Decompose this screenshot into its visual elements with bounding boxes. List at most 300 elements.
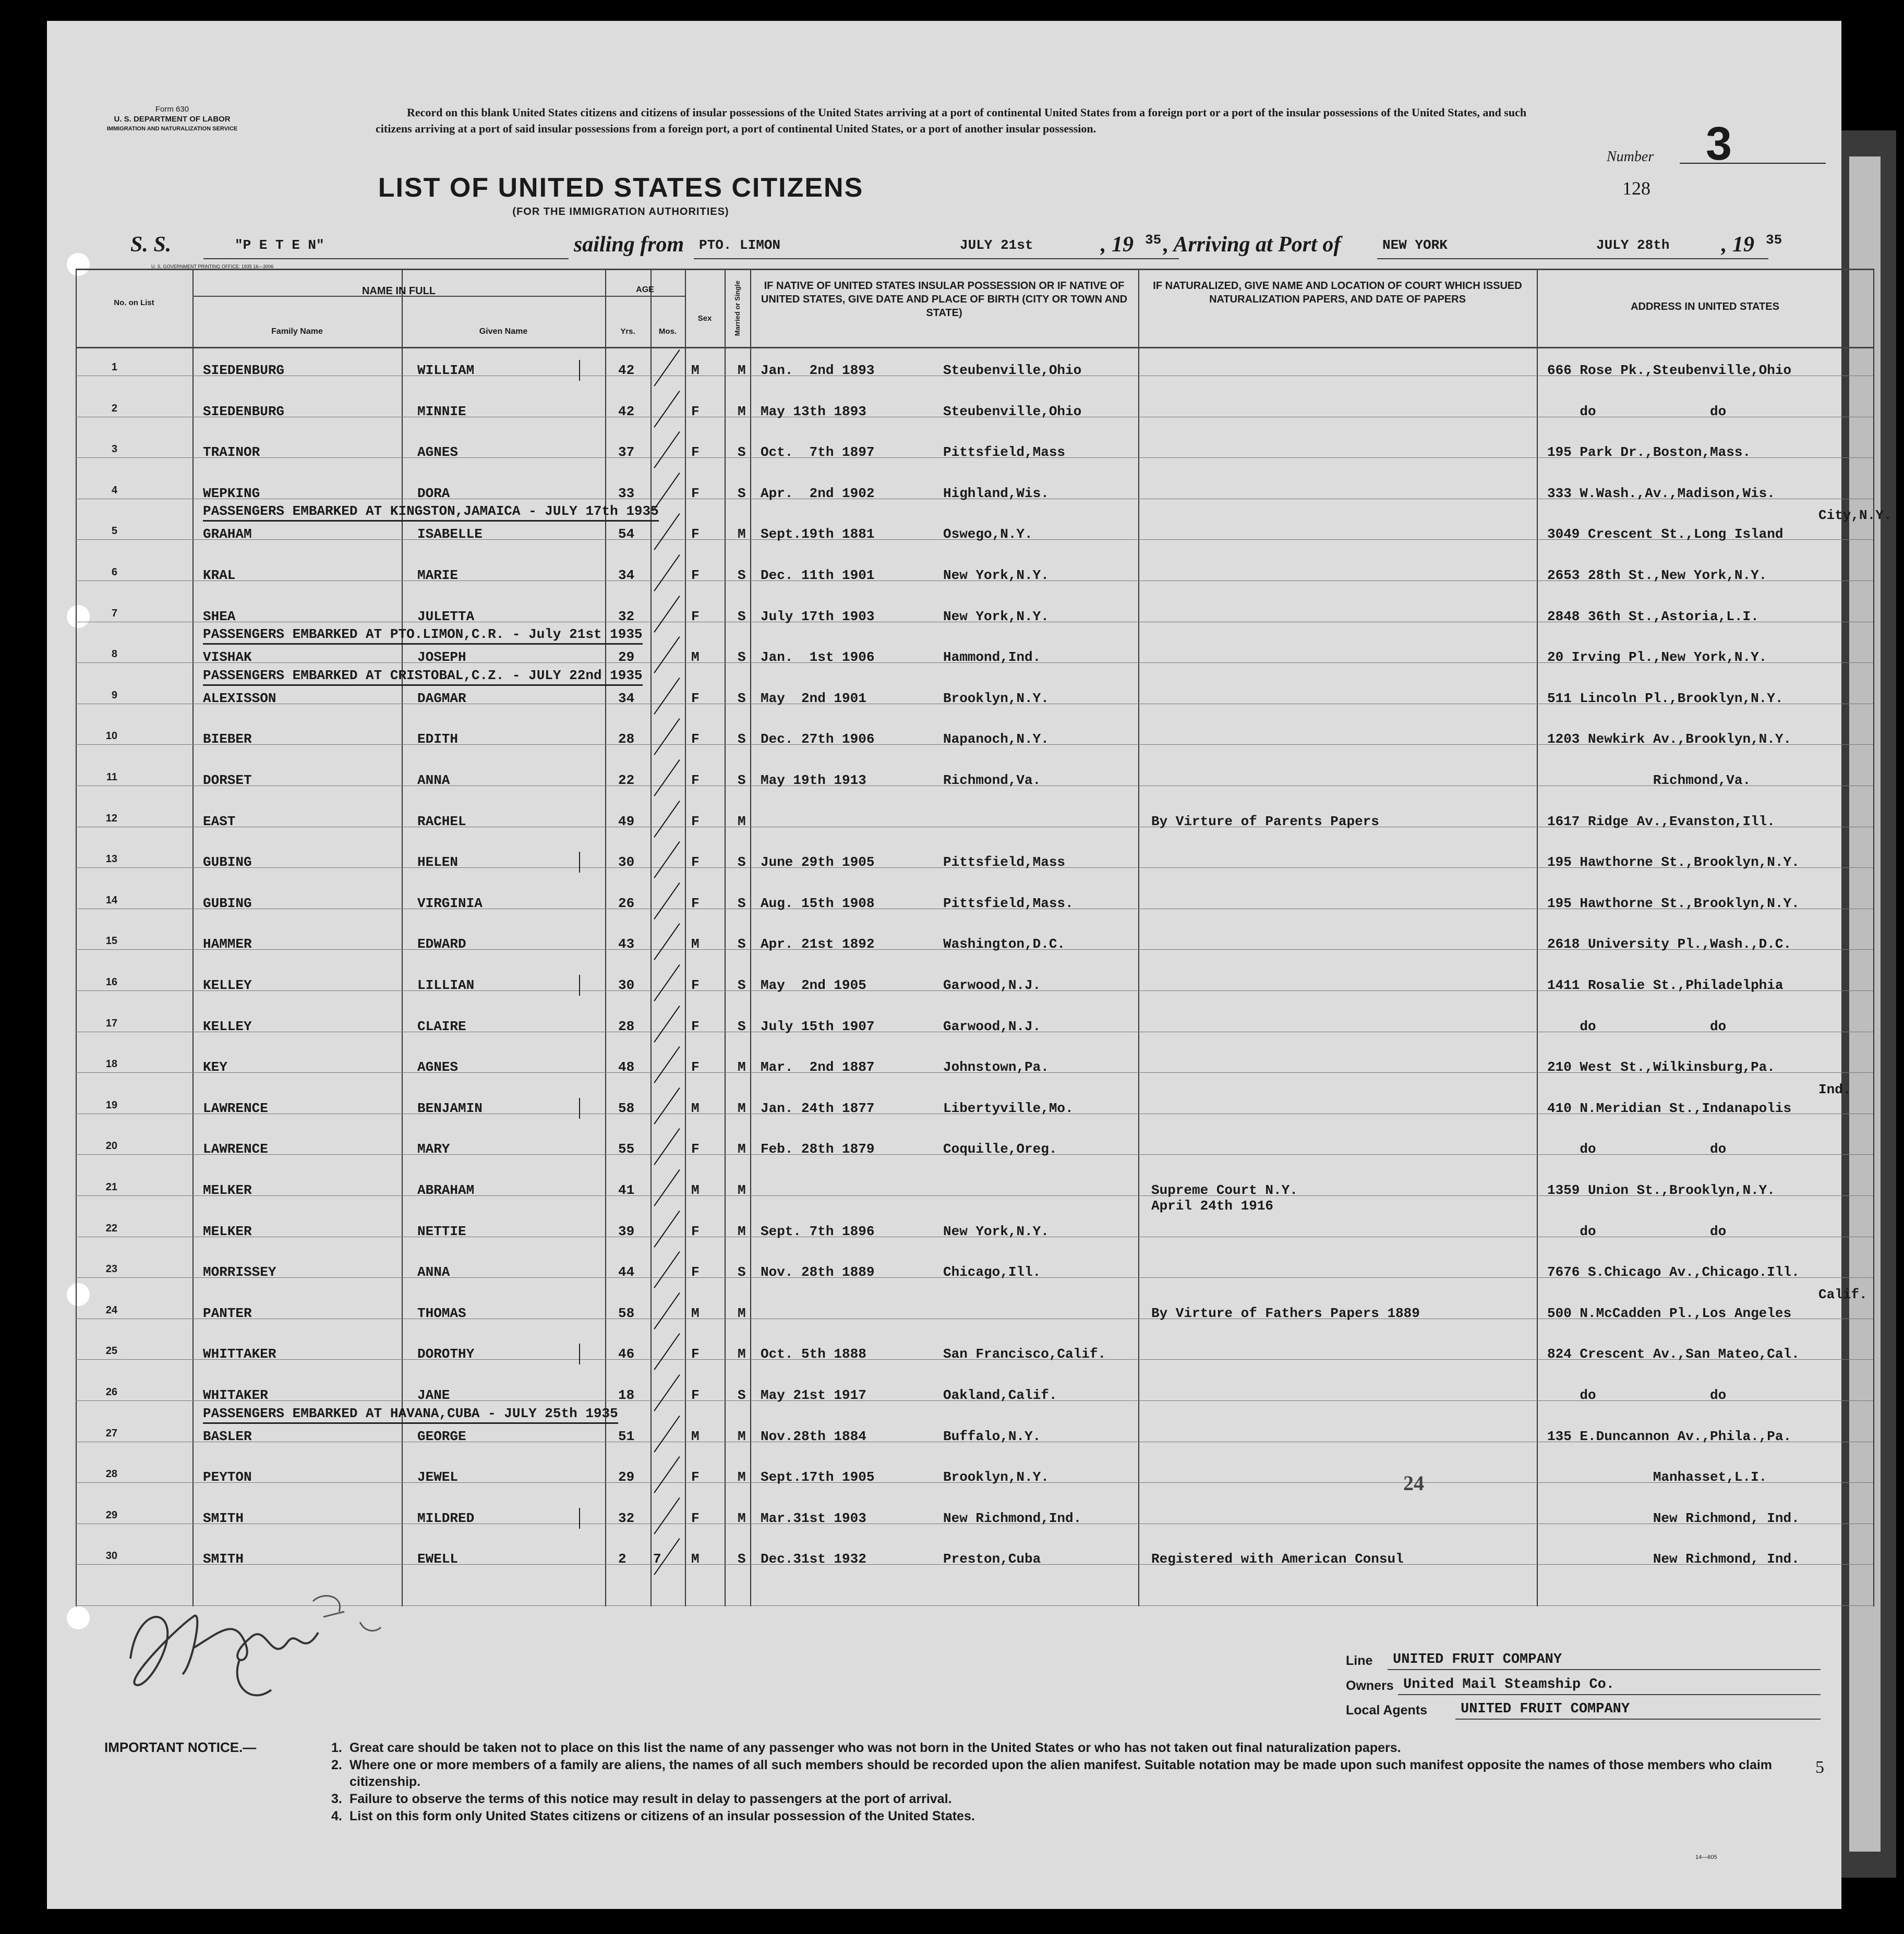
address: 500 N.McCadden Pl.,Los Angeles bbox=[1547, 1305, 1792, 1321]
row-number: 15 bbox=[105, 935, 117, 947]
to-date: JULY 28th bbox=[1596, 237, 1670, 253]
sex: M bbox=[691, 936, 700, 952]
family-name: GUBING bbox=[203, 854, 252, 871]
marital-status: M bbox=[738, 1182, 746, 1198]
address: New Richmond, Ind. bbox=[1547, 1510, 1800, 1526]
marital-status: S bbox=[738, 444, 746, 461]
column-divider bbox=[1873, 269, 1874, 1606]
address: Manhasset,L.I. bbox=[1547, 1469, 1767, 1485]
birth-date: July 15th 1907 bbox=[761, 1018, 875, 1034]
check-mark bbox=[654, 554, 680, 591]
given-name: JEWEL bbox=[417, 1469, 459, 1485]
row-number: 25 bbox=[105, 1345, 117, 1357]
birth-place: Steubenville,Ohio bbox=[943, 362, 1082, 378]
family-name: KELLEY bbox=[203, 977, 252, 993]
birth-place: Washington,D.C. bbox=[943, 936, 1066, 952]
tick-mark bbox=[579, 1508, 580, 1529]
age-years: 29 bbox=[618, 649, 635, 666]
birth-date: Oct. 7th 1897 bbox=[761, 444, 875, 461]
to-port: NEW YORK bbox=[1382, 237, 1448, 253]
family-name: WHITAKER bbox=[203, 1387, 268, 1403]
family-name: SIEDENBURG bbox=[203, 362, 285, 378]
given-name: AGNES bbox=[417, 1059, 459, 1075]
given-name: HELEN bbox=[417, 854, 459, 871]
given-name: ANNA bbox=[417, 772, 450, 788]
birth-date: Aug. 15th 1908 bbox=[761, 895, 875, 911]
page-title: LIST OF UNITED STATES CITIZENS bbox=[378, 173, 864, 203]
arriving-label: , Arriving at Port of bbox=[1163, 233, 1341, 257]
marital-status: S bbox=[738, 1387, 746, 1403]
ship-name: "P E T E N" bbox=[235, 237, 324, 253]
agents-label: Local Agents bbox=[1346, 1703, 1428, 1718]
family-name: PANTER bbox=[203, 1305, 252, 1321]
age-years: 44 bbox=[618, 1264, 635, 1280]
address: 135 E.Duncannon Av.,Phila.,Pa. bbox=[1547, 1428, 1792, 1444]
age-years: 30 bbox=[618, 977, 635, 993]
check-mark bbox=[654, 964, 680, 1001]
address: New Richmond, Ind. bbox=[1547, 1551, 1800, 1567]
family-name: HAMMER bbox=[203, 936, 252, 952]
birth-date: May 13th 1893 bbox=[761, 403, 866, 419]
sex: M bbox=[691, 1551, 700, 1567]
row-number: 3 bbox=[111, 443, 117, 455]
age-years: 58 bbox=[618, 1305, 635, 1321]
binder-hole bbox=[67, 1283, 90, 1306]
birth-date: July 17th 1903 bbox=[761, 608, 875, 624]
age-years: 49 bbox=[618, 813, 635, 829]
check-mark bbox=[654, 349, 680, 386]
year1-prefix: , 19 bbox=[1101, 233, 1134, 257]
age-years: 28 bbox=[618, 731, 635, 747]
row-number: 17 bbox=[105, 1017, 117, 1029]
handwritten-number: 128 bbox=[1622, 178, 1650, 199]
sex: F bbox=[691, 895, 700, 911]
notice-number: 4. bbox=[331, 1809, 342, 1823]
birth-place: Napanoch,N.Y. bbox=[943, 731, 1049, 747]
row-number: 24 bbox=[105, 1304, 117, 1316]
row-number: 30 bbox=[105, 1550, 117, 1562]
header-bottom-border bbox=[76, 347, 1873, 348]
family-name: KELLEY bbox=[203, 1018, 252, 1034]
naturalization: By Virture of Parents Papers bbox=[1151, 813, 1379, 829]
address: 195 Hawthorne St.,Brooklyn,N.Y. bbox=[1547, 854, 1800, 871]
check-mark bbox=[654, 1416, 680, 1453]
address-continued: Calif. bbox=[1818, 1286, 1867, 1302]
address: Richmond,Va. bbox=[1547, 772, 1751, 788]
given-name: LILLIAN bbox=[417, 977, 475, 993]
family-name: WHITTAKER bbox=[203, 1346, 276, 1362]
given-name: ISABELLE bbox=[417, 526, 483, 542]
binder-hole bbox=[67, 1606, 90, 1629]
family-name: ALEXISSON bbox=[203, 690, 276, 706]
family-name: SIEDENBURG bbox=[203, 403, 285, 419]
sex: F bbox=[691, 731, 700, 747]
marital-status: M bbox=[738, 526, 746, 542]
page-subtitle: (FOR THE IMMIGRATION AUTHORITIES) bbox=[512, 206, 729, 217]
birth-place: New York,N.Y. bbox=[943, 567, 1049, 583]
marital-status: S bbox=[738, 567, 746, 583]
birth-place: Richmond,Va. bbox=[943, 772, 1041, 788]
marital-status: M bbox=[738, 1428, 746, 1444]
voyage-line bbox=[130, 232, 1810, 263]
given-name: RACHEL bbox=[417, 813, 466, 829]
given-name: MARIE bbox=[417, 567, 459, 583]
address: 666 Rose Pk.,Steubenville,Ohio bbox=[1547, 362, 1792, 378]
notice-text: Failure to observe the terms of this notice may result in delay to passengers at the port of arrival. bbox=[350, 1792, 952, 1806]
birth-date: Oct. 5th 1888 bbox=[761, 1346, 866, 1362]
birth-place: Pittsfield,Mass bbox=[943, 444, 1066, 461]
sex: F bbox=[691, 1469, 700, 1485]
sex: M bbox=[691, 649, 700, 666]
given-name: CLAIRE bbox=[417, 1018, 466, 1034]
age-years: 54 bbox=[618, 526, 635, 542]
margin-mark: 5 bbox=[1815, 1758, 1824, 1777]
address: do do bbox=[1547, 1141, 1727, 1157]
sex: F bbox=[691, 485, 700, 501]
number-line bbox=[1680, 163, 1826, 164]
birth-place: Chicago,Ill. bbox=[943, 1264, 1041, 1280]
check-mark bbox=[654, 759, 680, 796]
birth-date: Dec. 27th 1906 bbox=[761, 731, 875, 747]
embarked-note: PASSENGERS EMBARKED AT CRISTOBAL,C.Z. - JULY 22nd 1935 bbox=[203, 668, 643, 686]
birth-date: Apr. 2nd 1902 bbox=[761, 485, 875, 501]
form-description: Record on this blank United States citizens and citizens of insular possessions of the United States arriving at a port of continental United States from a foreign port or a port of the insular possessions of the United States, and such citizens arriving at a port of said insular possessions from a foreign port, a port of continental United States, or a port of another insular possession. bbox=[376, 106, 1527, 135]
age-years: 29 bbox=[618, 1469, 635, 1485]
row-number: 8 bbox=[111, 648, 117, 660]
tick-mark bbox=[579, 360, 580, 381]
from-date: JULY 21st bbox=[960, 237, 1033, 253]
row-number: 16 bbox=[105, 976, 117, 988]
sex: F bbox=[691, 813, 700, 829]
family-name: BASLER bbox=[203, 1428, 252, 1444]
address: 1617 Ridge Av.,Evanston,Ill. bbox=[1547, 813, 1775, 829]
row-number: 13 bbox=[105, 853, 117, 865]
check-mark bbox=[654, 1128, 680, 1165]
column-divider bbox=[650, 269, 652, 1606]
owners-label: Owners bbox=[1346, 1678, 1394, 1693]
notice-number: 2. bbox=[331, 1758, 342, 1772]
birth-date: May 2nd 1901 bbox=[761, 690, 866, 706]
age-years: 43 bbox=[618, 936, 635, 952]
sex: F bbox=[691, 1510, 700, 1526]
check-mark bbox=[654, 1087, 680, 1125]
check-mark bbox=[654, 596, 680, 633]
naturalization: Supreme Court N.Y. bbox=[1151, 1182, 1298, 1198]
form-number: Form 630 bbox=[155, 105, 189, 114]
sex: M bbox=[691, 1305, 700, 1321]
sex: F bbox=[691, 1346, 700, 1362]
given-name: VIRGINIA bbox=[417, 895, 483, 911]
age-years: 34 bbox=[618, 690, 635, 706]
birth-date: Sept. 7th 1896 bbox=[761, 1223, 875, 1239]
check-mark bbox=[654, 1456, 680, 1493]
given-name: EWELL bbox=[417, 1551, 459, 1567]
given-name: NETTIE bbox=[417, 1223, 466, 1239]
age-months: 7 bbox=[653, 1551, 661, 1567]
marital-status: S bbox=[738, 1551, 746, 1567]
family-name: VISHAK bbox=[203, 649, 252, 666]
sex: F bbox=[691, 1264, 700, 1280]
age-years: 34 bbox=[618, 567, 635, 583]
family-name: BIEBER bbox=[203, 731, 252, 747]
marital-status: M bbox=[738, 1059, 746, 1075]
sex: F bbox=[691, 1223, 700, 1239]
column-header-name: NAME IN FULL bbox=[361, 285, 436, 297]
given-name: ANNA bbox=[417, 1264, 450, 1280]
row-number: 22 bbox=[105, 1222, 117, 1234]
given-name: THOMAS bbox=[417, 1305, 466, 1321]
page-edge bbox=[1849, 156, 1881, 1852]
column-divider bbox=[192, 269, 194, 1606]
birth-date: Feb. 28th 1879 bbox=[761, 1141, 875, 1157]
family-name: SHEA bbox=[203, 608, 236, 624]
given-name: BENJAMIN bbox=[417, 1100, 483, 1116]
check-mark bbox=[654, 841, 680, 878]
row-number: 18 bbox=[105, 1058, 117, 1070]
birth-date: Jan. 1st 1906 bbox=[761, 649, 875, 666]
row-number: 11 bbox=[106, 771, 117, 783]
address: 2653 28th St.,New York,N.Y. bbox=[1547, 567, 1767, 583]
row-number: 28 bbox=[105, 1468, 117, 1480]
notice-text: List on this form only United States citizens or citizens of an insular possession of the United States. bbox=[350, 1809, 975, 1823]
number-label: Number bbox=[1607, 149, 1654, 165]
row-number: 23 bbox=[105, 1263, 117, 1275]
birth-date: Nov.28th 1884 bbox=[761, 1428, 866, 1444]
column-header-birth: IF NATIVE OF UNITED STATES INSULAR POSSESSION OR IF NATIVE OF UNITED STATES, GIVE DATE AND PLACE OF BIRTH (CITY OR TOWN AND STATE) bbox=[761, 280, 1128, 319]
column-header-family: Family Name bbox=[271, 327, 323, 336]
age-years: 41 bbox=[618, 1182, 635, 1198]
marital-status: S bbox=[738, 1018, 746, 1034]
address: do do bbox=[1547, 403, 1727, 419]
form-code: 14—605 bbox=[1695, 1854, 1717, 1860]
sex: F bbox=[691, 1387, 700, 1403]
column-divider bbox=[1138, 269, 1139, 1606]
birth-place: Pittsfield,Mass. bbox=[943, 895, 1074, 911]
row-number: 19 bbox=[105, 1099, 117, 1111]
marital-status: S bbox=[738, 608, 746, 624]
check-mark bbox=[654, 1333, 680, 1370]
birth-place: New Richmond,Ind. bbox=[943, 1510, 1082, 1526]
given-name: MINNIE bbox=[417, 403, 466, 419]
table-top-border bbox=[76, 269, 1873, 270]
address: 195 Hawthorne St.,Brooklyn,N.Y. bbox=[1547, 895, 1800, 911]
age-years: 51 bbox=[618, 1428, 635, 1444]
family-name: MELKER bbox=[203, 1223, 252, 1239]
birth-date: Mar.31st 1903 bbox=[761, 1510, 866, 1526]
address: 1203 Newkirk Av.,Brooklyn,N.Y. bbox=[1547, 731, 1792, 747]
marital-status: S bbox=[738, 895, 746, 911]
agents-underline bbox=[1455, 1719, 1821, 1720]
column-header-given: Given Name bbox=[479, 327, 528, 336]
address: 20 Irving Pl.,New York,N.Y. bbox=[1547, 649, 1767, 666]
address: 2618 University Pl.,Wash.,D.C. bbox=[1547, 936, 1792, 952]
ship-line bbox=[203, 258, 569, 259]
address: 195 Park Dr.,Boston,Mass. bbox=[1547, 444, 1751, 461]
sex: F bbox=[691, 977, 700, 993]
notice-item bbox=[331, 1791, 1828, 1807]
given-name: DORA bbox=[417, 485, 450, 501]
check-mark bbox=[654, 1046, 680, 1083]
marital-status: M bbox=[738, 1100, 746, 1116]
notice-item bbox=[331, 1757, 1828, 1790]
column-header-mos: Mos. bbox=[658, 327, 677, 336]
family-name: GRAHAM bbox=[203, 526, 252, 542]
family-name: DORSET bbox=[203, 772, 252, 788]
column-header-married: Married or Single bbox=[733, 280, 741, 336]
check-mark bbox=[654, 718, 680, 755]
form-identifier bbox=[78, 104, 266, 134]
row-number: 20 bbox=[105, 1140, 117, 1152]
year1: 35 bbox=[1145, 232, 1162, 248]
agents-value: UNITED FRUIT COMPANY bbox=[1461, 1701, 1630, 1717]
notice-number: 3. bbox=[331, 1792, 342, 1806]
row-number: 2 bbox=[111, 402, 117, 414]
birth-place: Highland,Wis. bbox=[943, 485, 1049, 501]
marital-status: M bbox=[738, 1510, 746, 1526]
family-name: TRAINOR bbox=[203, 444, 260, 461]
row-number: 4 bbox=[111, 484, 117, 496]
family-name: MORRISSEY bbox=[203, 1264, 276, 1280]
birth-date: June 29th 1905 bbox=[761, 854, 875, 871]
number-value: 3 bbox=[1706, 118, 1732, 170]
check-mark bbox=[654, 636, 680, 673]
age-years: 48 bbox=[618, 1059, 635, 1075]
column-header-naturalized: IF NATURALIZED, GIVE NAME AND LOCATION OF COURT WHICH ISSUED NATURALIZATION PAPERS, AND DATE OF PAPERS bbox=[1153, 280, 1522, 305]
check-mark bbox=[654, 1292, 680, 1329]
embarked-note: PASSENGERS EMBARKED AT HAVANA,CUBA - JULY 25th 1935 bbox=[203, 1406, 618, 1424]
family-name: LAWRENCE bbox=[203, 1100, 268, 1116]
embarked-note: PASSENGERS EMBARKED AT PTO.LIMON,C.R. - July 21st 1935 bbox=[203, 626, 643, 645]
given-name: MARY bbox=[417, 1141, 450, 1157]
row-number: 21 bbox=[105, 1181, 117, 1193]
column-header-address: ADDRESS IN UNITED STATES bbox=[1631, 301, 1779, 312]
owners-underline bbox=[1398, 1694, 1821, 1695]
from-port: PTO. LIMON bbox=[699, 237, 781, 253]
age-years: 28 bbox=[618, 1018, 635, 1034]
sex: M bbox=[691, 362, 700, 378]
address: 824 Crescent Av.,San Mateo,Cal. bbox=[1547, 1346, 1800, 1362]
marital-status: S bbox=[738, 485, 746, 501]
age-years: 22 bbox=[618, 772, 635, 788]
age-years: 42 bbox=[618, 403, 635, 419]
column-header-age: AGE bbox=[636, 285, 654, 294]
row-number: 26 bbox=[105, 1386, 117, 1398]
sex: F bbox=[691, 1059, 700, 1075]
row-number: 27 bbox=[105, 1427, 117, 1439]
year2: 35 bbox=[1766, 232, 1782, 248]
given-name: JOSEPH bbox=[417, 649, 466, 666]
address: do do bbox=[1547, 1387, 1727, 1403]
from-line bbox=[694, 258, 1179, 259]
birth-place: Pittsfield,Mass bbox=[943, 854, 1066, 871]
line-underline bbox=[1388, 1669, 1821, 1670]
check-mark bbox=[654, 1169, 680, 1206]
address-continued: City,N.Y. bbox=[1818, 507, 1892, 524]
given-name: EDWARD bbox=[417, 936, 466, 952]
column-divider bbox=[725, 269, 726, 1606]
birth-date: Nov. 28th 1889 bbox=[761, 1264, 875, 1280]
family-name: SMITH bbox=[203, 1551, 244, 1567]
age-years: 39 bbox=[618, 1223, 635, 1239]
notice-list bbox=[331, 1739, 1828, 1825]
family-name: SMITH bbox=[203, 1510, 244, 1526]
notice-text: Where one or more members of a family are aliens, the names of all such members should be recorded upon the alien manifest. Suitable notation may be made upon such manifest opposite the names of those members who claim citizenship. bbox=[350, 1758, 1773, 1789]
marital-status: S bbox=[738, 854, 746, 871]
line-value: UNITED FRUIT COMPANY bbox=[1393, 1652, 1562, 1667]
column-divider bbox=[76, 269, 77, 1606]
marital-status: M bbox=[738, 1469, 746, 1485]
age-years: 46 bbox=[618, 1346, 635, 1362]
check-mark bbox=[654, 801, 680, 838]
address: 2848 36th St.,Astoria,L.I. bbox=[1547, 608, 1759, 624]
column-header-yrs: Yrs. bbox=[620, 327, 635, 336]
naturalization: By Virture of Fathers Papers 1889 bbox=[1151, 1305, 1420, 1321]
birth-place: San Francisco,Calif. bbox=[943, 1346, 1106, 1362]
birth-place: Coquille,Oreg. bbox=[943, 1141, 1057, 1157]
birth-date: Mar. 2nd 1887 bbox=[761, 1059, 875, 1075]
notice-number: 1. bbox=[331, 1740, 342, 1755]
birth-place: Steubenville,Ohio bbox=[943, 403, 1082, 419]
owners-value: United Mail Steamship Co. bbox=[1403, 1677, 1615, 1693]
marital-status: M bbox=[738, 1346, 746, 1362]
marital-status: M bbox=[738, 403, 746, 419]
birth-place: New York,N.Y. bbox=[943, 1223, 1049, 1239]
address: 410 N.Meridian St.,Indanapolis bbox=[1547, 1100, 1792, 1116]
department-name: U. S. DEPARTMENT OF LABOR bbox=[114, 115, 231, 124]
tick-mark bbox=[579, 1344, 580, 1364]
birth-place: Buffalo,N.Y. bbox=[943, 1428, 1041, 1444]
address: 511 Lincoln Pl.,Brooklyn,N.Y. bbox=[1547, 690, 1784, 706]
sex: F bbox=[691, 772, 700, 788]
given-name: GEORGE bbox=[417, 1428, 466, 1444]
address: 1411 Rosalie St.,Philadelphia bbox=[1547, 977, 1784, 993]
signature-image bbox=[115, 1586, 428, 1711]
row-number: 14 bbox=[105, 894, 117, 906]
address: 7676 S.Chicago Av.,Chicago.Ill. bbox=[1547, 1264, 1800, 1280]
sailing-label: sailing from bbox=[574, 233, 684, 257]
sex: F bbox=[691, 854, 700, 871]
notice-title: IMPORTANT NOTICE.— bbox=[104, 1739, 257, 1755]
sex: F bbox=[691, 444, 700, 461]
tick-mark bbox=[579, 975, 580, 996]
year2-prefix: , 19 bbox=[1721, 233, 1754, 257]
to-line bbox=[1377, 258, 1768, 259]
marital-status: M bbox=[738, 1305, 746, 1321]
birth-date: May 19th 1913 bbox=[761, 772, 866, 788]
row-number: 7 bbox=[111, 607, 117, 619]
address: do do bbox=[1547, 1223, 1727, 1239]
given-name: EDITH bbox=[417, 731, 459, 747]
age-years: 26 bbox=[618, 895, 635, 911]
tick-mark bbox=[579, 1098, 580, 1119]
tick-mark bbox=[579, 852, 580, 873]
sex: M bbox=[691, 1182, 700, 1198]
birth-place: Brooklyn,N.Y. bbox=[943, 1469, 1049, 1485]
birth-date: Sept.17th 1905 bbox=[761, 1469, 875, 1485]
printing-note: U. S. GOVERNMENT PRINTING OFFICE: 1935 16—3006 bbox=[151, 264, 274, 269]
column-header-sex: Sex bbox=[697, 314, 712, 323]
family-name: WEPKING bbox=[203, 485, 260, 501]
address: 210 West St.,Wilkinsburg,Pa. bbox=[1547, 1059, 1775, 1075]
birth-place: Brooklyn,N.Y. bbox=[943, 690, 1049, 706]
sex: M bbox=[691, 1428, 700, 1444]
check-mark bbox=[654, 1251, 680, 1288]
check-mark bbox=[654, 1374, 680, 1411]
age-years: 30 bbox=[618, 854, 635, 871]
manifest-sheet bbox=[47, 21, 1892, 1909]
given-name: DAGMAR bbox=[417, 690, 466, 706]
birth-date: May 2nd 1905 bbox=[761, 977, 866, 993]
